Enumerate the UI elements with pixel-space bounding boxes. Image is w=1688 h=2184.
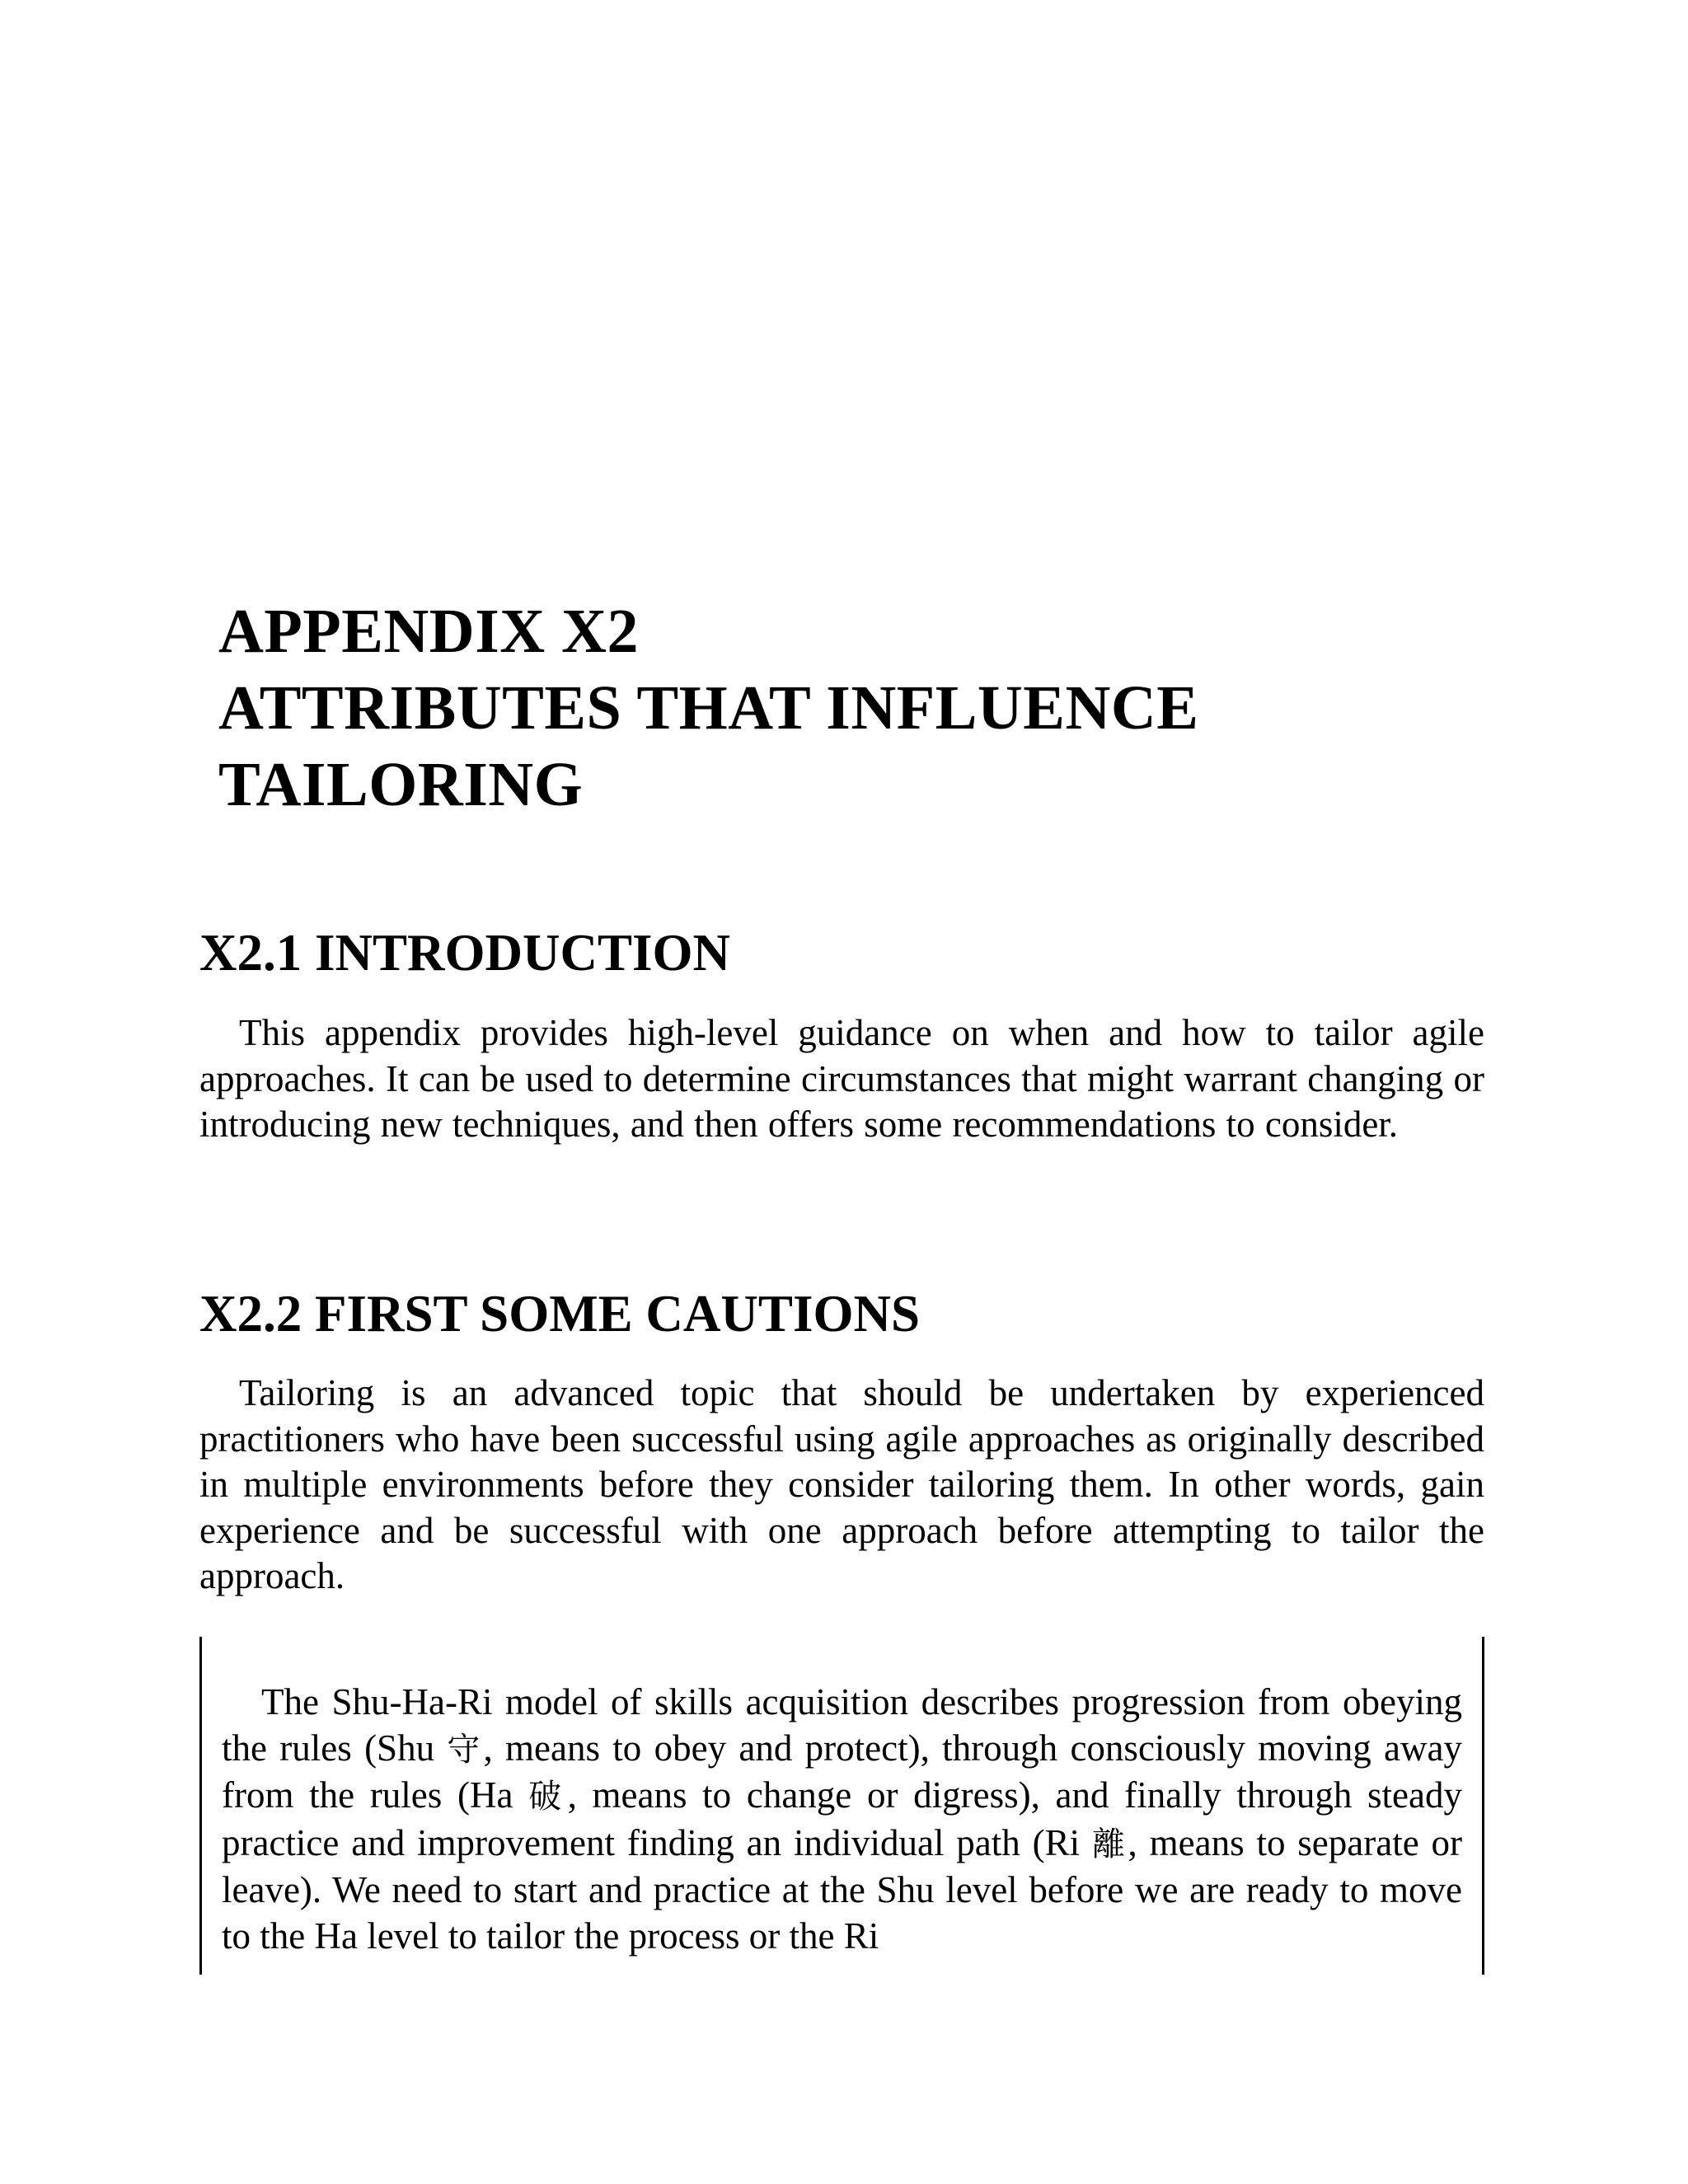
kanji-ri: 離 [1091,1825,1128,1863]
appendix-title-line-3: TAILORING [218,750,584,819]
appendix-title-line-2: ATTRIBUTES THAT INFLUENCE [218,673,1199,743]
kanji-shu: 守 [447,1730,484,1769]
shu-ha-ri-paragraph [222,1680,1462,1959]
callout-text-segment: , means to separate or leave). We need to start and practice at the Shu level before we are ready to move to the Ha level to tailor the process or the Ri [222,1821,1462,1957]
section-heading-introduction: X2.1 INTRODUCTION [199,924,731,982]
cautions-paragraph: Tailoring is an advanced topic that should be undertaken by experienced practitioners who have been successful using agile approaches as originally described in multiple environments before they consider tailoring them. In other words, gain experience and be successful with one approach before attempting to tailor the approach. [199,1372,1484,1596]
callout-text-segment: , means to obey and protect), through consciously moving away from the rules (Ha [222,1727,1463,1816]
appendix-title-line-1: APPENDIX X2 [218,597,640,666]
shu-ha-ri-callout-box [199,1637,1484,1975]
appendix-title [218,593,1537,823]
callout-text-segment: The Shu-Ha-Ri model of skills acquisition describes progression from obeying the rules (Shu [222,1681,1462,1769]
callout-text-segment: , means to change or digress), and finally through steady practice and improvement finding an individual path (Ri [222,1774,1462,1863]
section-heading-cautions: X2.2 FIRST SOME CAUTIONS [199,1285,921,1343]
kanji-ha: 破 [528,1778,568,1816]
introduction-paragraph: This appendix provides high-level guidance on when and how to tailor agile approaches. It can be used to determine circumstances that might warrant changing or introducing new techniques, and then offers some recommendations to consider. [199,1012,1484,1145]
